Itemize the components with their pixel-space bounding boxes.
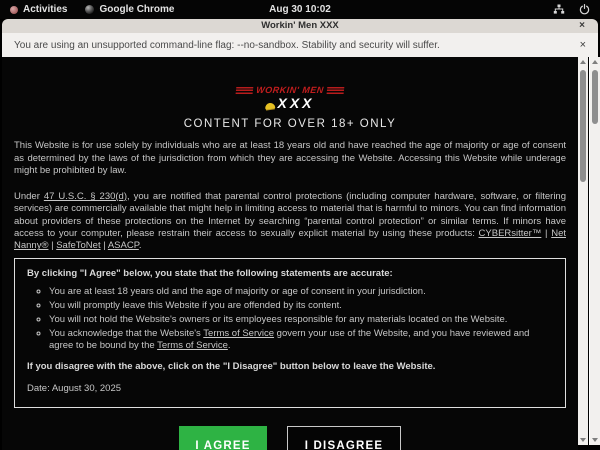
clock-label[interactable]: Aug 30 10:02 bbox=[269, 4, 331, 15]
age-statement-paragraph: This Website is for use solely by individuals who are at least 18 years old and have reached the age of majority or age of consent as determined by the laws of the jurisdiction from which they are accessing the Website. Accessing this Website while underage might be prohibited by law. bbox=[14, 140, 566, 177]
power-icon[interactable] bbox=[579, 4, 590, 15]
terms-of-service-link[interactable]: Terms of Service bbox=[157, 340, 228, 352]
list-item bbox=[49, 328, 553, 353]
logo-wing-left-icon bbox=[236, 87, 254, 94]
agreement-intro: By clicking "I Agree" below, you state that the following statements are accurate: bbox=[27, 267, 393, 279]
logo-xxx-row bbox=[225, 96, 355, 111]
list-item: ◦ You are at least 18 years old and the age of majority or age of consent in your jurisdiction. bbox=[49, 286, 553, 298]
page-content bbox=[2, 57, 578, 450]
para2-text: , you are notified that parental control protections (including computer hardware, software, or filtering services) are commercially available that might help in limiting access to material that is harmful to minors. You can find information about providers of these protections on the Internet by searching “parental control protection” or similar terms. If minors have access to your computer, please restrain their access to sexually explicit material by using these products: bbox=[14, 190, 567, 240]
hard-hat-icon bbox=[265, 103, 276, 110]
infobar-close-icon[interactable]: × bbox=[579, 39, 586, 51]
site-logo bbox=[225, 85, 355, 111]
infobar-message: You are using an unsupported command-line flag: --no-sandbox. Stability and security will suffer. bbox=[14, 39, 440, 51]
app-menu-google-chrome[interactable] bbox=[85, 4, 174, 15]
window-titlebar[interactable] bbox=[2, 19, 598, 33]
parental-controls-paragraph bbox=[14, 191, 566, 253]
scroll-up-icon[interactable] bbox=[580, 60, 586, 64]
para2-text: Under bbox=[14, 190, 44, 202]
app-menu-label: Google Chrome bbox=[99, 4, 175, 15]
scroll-down-icon[interactable] bbox=[580, 438, 586, 442]
activities-indicator-icon bbox=[10, 6, 18, 14]
window-title: Workin' Men XXX bbox=[261, 20, 339, 31]
activities-label: Activities bbox=[23, 4, 68, 15]
usc-230d-link[interactable]: 47 U.S.C. § 230(d) bbox=[43, 190, 127, 202]
asacp-link[interactable]: ASACP bbox=[107, 240, 139, 252]
separator: | bbox=[48, 240, 57, 252]
list-item: ◦ You will not hold the Website's owners or its employees responsible for any materials located on the Website. bbox=[49, 314, 553, 326]
agreement-box bbox=[14, 258, 566, 408]
logo-title-text: WORKIN' MEN bbox=[255, 85, 325, 95]
separator: | bbox=[100, 240, 108, 252]
activities-button[interactable] bbox=[10, 4, 67, 15]
safetonet-link[interactable]: SafeToNet bbox=[56, 240, 101, 252]
chrome-app-icon bbox=[85, 5, 94, 14]
scrollbar-thumb[interactable] bbox=[592, 70, 598, 124]
bullet4-text: . bbox=[227, 340, 231, 352]
chrome-infobar bbox=[2, 33, 598, 57]
scrollbar-thumb[interactable] bbox=[580, 70, 586, 182]
top-panel bbox=[0, 0, 600, 19]
bullet4-text: You acknowledge that the Website's bbox=[49, 327, 204, 339]
i-disagree-button[interactable]: I DISAGREE bbox=[287, 426, 401, 450]
page-title: CONTENT FOR OVER 18+ ONLY bbox=[183, 118, 397, 131]
window-close-icon[interactable]: × bbox=[579, 20, 585, 31]
cybersitter-link[interactable]: CYBERsitter™ bbox=[478, 228, 542, 240]
scroll-up-icon[interactable] bbox=[592, 60, 598, 64]
consent-buttons-row bbox=[2, 426, 578, 450]
terms-of-service-link[interactable]: Terms of Service bbox=[203, 327, 275, 339]
scroll-down-icon[interactable] bbox=[592, 438, 598, 442]
bullet4-text: govern your use of the Website, and you have reviewed and agree to be bound by the bbox=[49, 327, 530, 352]
list-item: ◦ You will promptly leave this Website if you are offended by its content. bbox=[49, 300, 553, 312]
page-scrollbar[interactable] bbox=[578, 57, 588, 445]
agreement-bullet-list bbox=[27, 286, 553, 352]
net-nanny-link[interactable]: Net Nanny® bbox=[14, 228, 566, 252]
logo-wordmark bbox=[224, 85, 355, 95]
para2-text: . bbox=[138, 240, 142, 252]
logo-xxx-text: XXX bbox=[277, 95, 315, 111]
date-line: Date: August 30, 2025 bbox=[27, 382, 122, 394]
disagree-instruction: If you disagree with the above, click on the "I Disagree" button below to leave the Website. bbox=[27, 361, 436, 373]
network-icon[interactable] bbox=[553, 4, 565, 15]
outer-scrollbar[interactable] bbox=[589, 57, 600, 445]
separator: | bbox=[541, 228, 552, 240]
logo-wing-right-icon bbox=[326, 87, 344, 94]
i-agree-button[interactable]: I AGREE bbox=[179, 426, 267, 450]
